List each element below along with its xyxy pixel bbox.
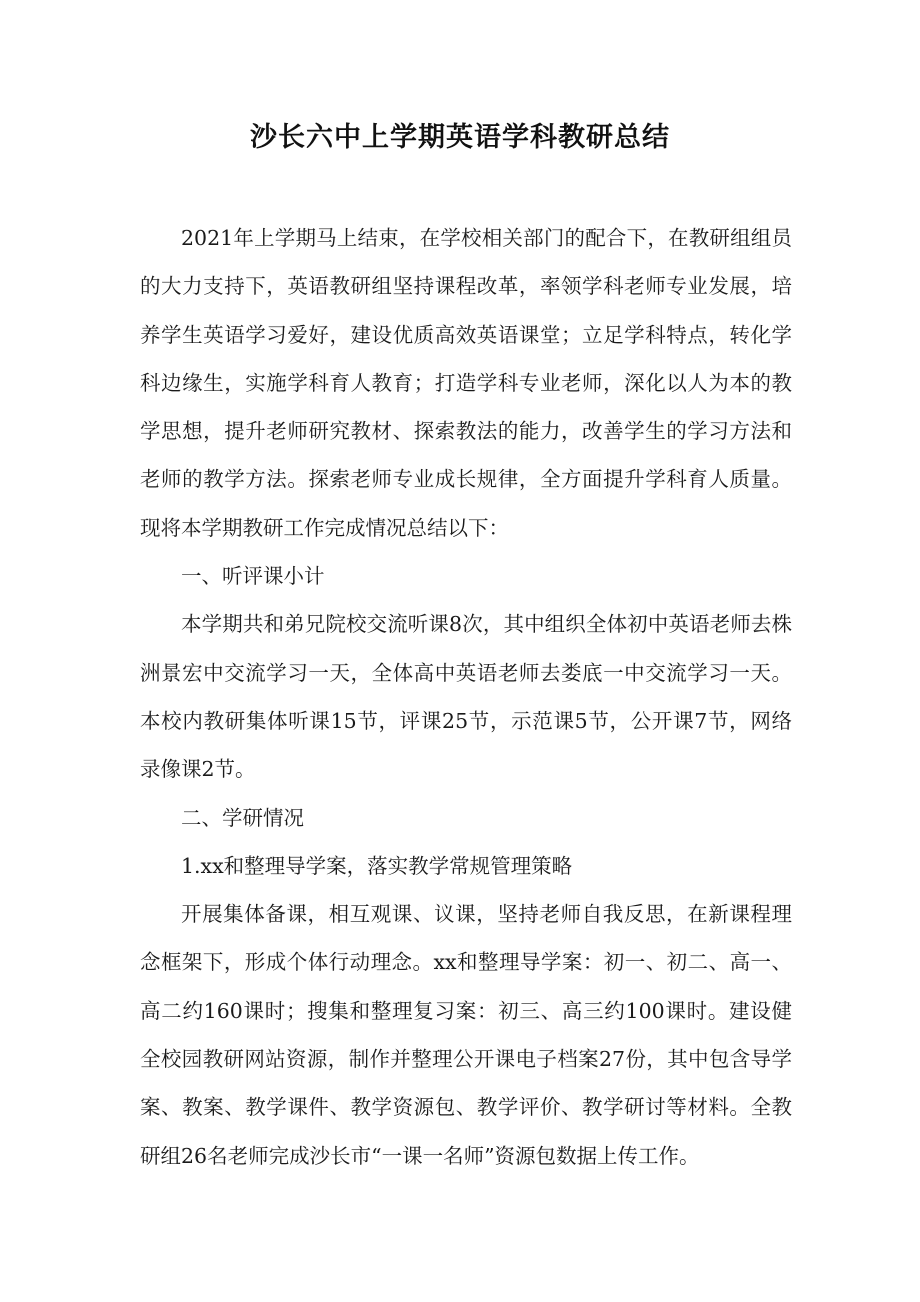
listening-paragraph: 本学期共和弟兄院校交流听课8次，其中组织全体初中英语老师去株洲景宏中交流学习一天，全体高中英语老师去娄底一中交流学习一天。本校内教研集体听课15节，评课25节，示范课5节，公开课7节，网络录像课2节。	[140, 612, 792, 782]
document-body	[140, 214, 792, 1180]
study-plans-paragraph: 开展集体备课，相互观课、议课，坚持老师自我反思，在新课程理念框架下，形成个体行动理念。xx和整理导学案：初一、初二、高一、高二约160课时；搜集和整理复习案：初三、高三约100课时。建设健全校园教研网站资源，制作并整理公开课电子档案27份，其中包含导学案、教案、教学课件、教学资源包、教学评价、教学研讨等材料。全教研组26名老师完成沙长市“一课一名师”资源包数据上传工作。	[140, 902, 792, 1168]
document-title: 沙长六中上学期英语学科教研总结	[250, 122, 670, 153]
section-heading-listening: 一、听评课小计	[181, 564, 325, 589]
section-heading-research: 二、学研情况	[181, 805, 304, 830]
intro-paragraph: 2021年上学期马上结束，在学校相关部门的配合下，在教研组组员的大力支持下，英语教研组坚持课程改革，率领学科老师专业发展，培养学生英语学习爱好，建设优质高效英语课堂；立足学科特点，转化学科边缘生，实施学科育人教育；打造学科专业老师，深化以人为本的教学思想，提升老师研究教材、探索教法的能力，改善学生的学习方法和老师的教学方法。探索老师专业成长规律，全方面提升学科育人质量。现将本学期教研工作完成情况总结以下：	[140, 226, 792, 540]
subsection-heading-study-plans: 1.xx和整理导学案，落实教学常规管理策略	[181, 853, 573, 878]
